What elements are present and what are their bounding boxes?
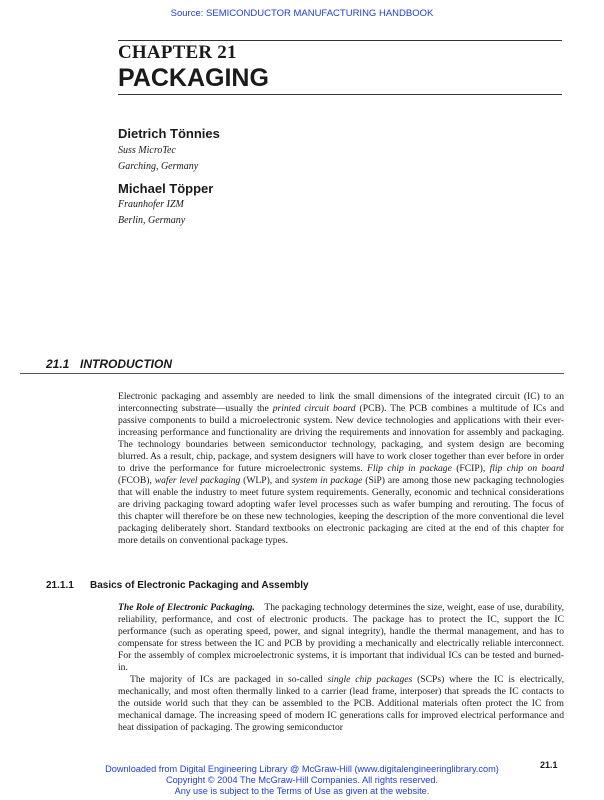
subsection-number: 21.1.1 — [46, 580, 74, 591]
basics-paragraph-1: The Role of Electronic Packaging. The packaging technology determines the size, weight, ease of use, durability, reliability, performance, and cost of electronic products. The package has to protect the IC, support the IC performance (such as operating speed, power, and signal integrity), handle the thermal management, and has to compensate for stress between the IC and PCB by providing a mechanically and electrically reliable interconnect. For the assembly of complex microelectronic systems, it is important that individual ICs can be tested and burned-in. — [118, 602, 564, 673]
subsection-title: Basics of Electronic Packaging and Assembly — [90, 580, 309, 591]
section-title: INTRODUCTION — [80, 357, 172, 371]
chapter-title: PACKAGING — [118, 64, 269, 92]
term-fcip: Flip chip in package — [366, 463, 452, 474]
section-heading — [46, 357, 172, 371]
term-pcb: printed circuit board — [272, 403, 356, 414]
intro-paragraph: Electronic packaging and assembly are needed to link the small dimensions of the integrated circuit (IC) to an interconnecting substrate—usually the printed circuit board (PCB). The PCB combines a multitude of ICs and passive components to build a microelectronic system. New device technologies and applications with their ever-increasing performance and functionality are driving the requirements and innovation for assembly and packaging. The technology boundaries between semiconductor technology, packaging, and system design are becoming blurred. As a result, chip, package, and system designers will have to work closer together than ever before in order to drive the performance for future microelectronic systems. Flip chip in package (FCIP), flip chip on board (FCOB), wafer level packaging (WLP), and system in package (SiP) are among those new packaging technologies that will enable the industry to meet future system requirements. Generally, economic and technical considerations are driving packaging toward adopting wafer level processes such as wafer bumping and rerouting. The focus of this chapter will therefore be on these new technologies, keeping the description of the more conventional die level packaging deliberately short. Standard textbooks on electronic packaging are cited at the end of this chapter for more details on conventional package types. — [118, 391, 564, 546]
affiliation-location: Garching, Germany — [118, 161, 199, 172]
term-scp: single chip packages — [327, 674, 413, 685]
affiliation-location: Berlin, Germany — [118, 215, 186, 226]
chapter-label: CHAPTER 21 — [118, 42, 237, 63]
chapter-rule-bottom — [118, 94, 562, 95]
page-number: 21.1 — [540, 760, 558, 770]
author-affiliation — [118, 143, 198, 175]
runin-heading: The Role of Electronic Packaging. — [118, 602, 255, 613]
source-link[interactable]: Source: SEMICONDUCTOR MANUFACTURING HANDBOOK — [170, 8, 434, 19]
affiliation-org: Fraunhofer IZM — [118, 199, 184, 210]
author-name: Dietrich Tönnies — [118, 126, 220, 141]
footer-copyright: Copyright © 2004 The McGraw-Hill Companies. All rights reserved. — [165, 775, 439, 785]
footer — [0, 764, 604, 797]
section-number: 21.1 — [46, 357, 70, 371]
term-sip: system in package — [291, 475, 363, 486]
term-wlp: wafer level packaging — [154, 475, 241, 486]
term-fcob: flip chip on board — [489, 463, 564, 474]
subsection-heading — [46, 580, 309, 591]
chapter-rule-top — [118, 40, 562, 41]
author-name: Michael Töpper — [118, 181, 214, 196]
footer-download-link[interactable]: Downloaded from Digital Engineering Library @ McGraw-Hill (www.digitalengineeringlibrary.com) — [105, 764, 499, 774]
footer-terms-link[interactable]: Any use is subject to the Terms of Use as given at the website. — [174, 786, 430, 796]
author-affiliation — [118, 197, 185, 229]
affiliation-org: Suss MicroTec — [118, 145, 176, 156]
section-rule — [20, 373, 564, 374]
basics-text — [118, 602, 564, 734]
basics-paragraph-2: The majority of ICs are packaged in so-called single chip packages (SCPs) where the IC is electrically, mechanically, and most often thermally linked to a carrier (lead frame, interposer) that spreads the IC contacts to the outside world such that they can be assembled to the PCB. Additional materials often protect the IC from mechanical damage. The increasing speed of modern IC generations calls for improved electrical performance and heat dissipation of packaging. The growing semiconductor — [118, 674, 565, 733]
